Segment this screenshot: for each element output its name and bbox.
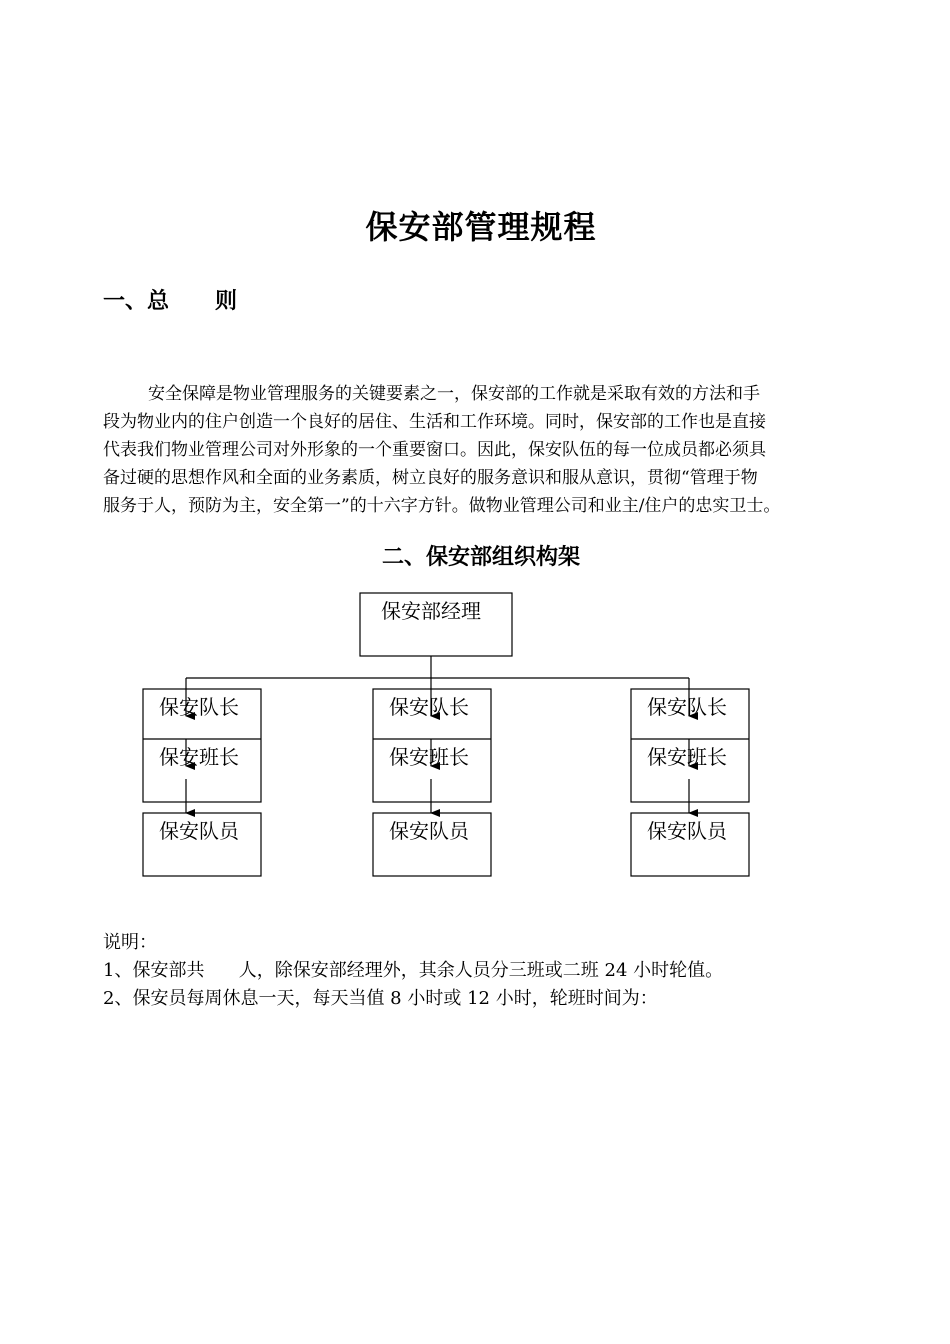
note-item: 2、保安员每周休息一天，每天当值 8 小时或 12 小时，轮班时间为：	[103, 988, 658, 1009]
captain-label: 保安队长	[159, 695, 239, 719]
page-title: 保安部管理规程	[365, 208, 597, 246]
intro-line: 安全保障是物业管理服务的关键要素之一，保安部的工作就是采取有效的方法和手	[148, 384, 760, 404]
captain-label: 保安队长	[389, 695, 469, 719]
notes-section	[103, 929, 723, 1013]
captain-box	[143, 689, 261, 802]
captain-box	[631, 689, 749, 802]
intro-line: 段为物业内的住户创造一个良好的居住、生活和工作环境。同时，保安部的工作也是直接	[103, 412, 766, 432]
squad-leader-label: 保安班长	[389, 745, 469, 769]
member-box	[631, 813, 749, 876]
manager-label: 保安部经理	[381, 599, 481, 623]
note-item: 1、保安部共 人，除保安部经理外，其余人员分三班或二班 24 小时轮值。	[103, 960, 724, 981]
member-label: 保安队员	[159, 819, 239, 843]
squad-leader-label: 保安班长	[647, 745, 727, 769]
member-label: 保安队员	[647, 819, 727, 843]
intro-line: 备过硬的思想作风和全面的业务素质，树立良好的服务意识和服从意识，贯彻“管理于物	[103, 468, 758, 488]
captain-box	[373, 689, 491, 802]
squad-leader-label: 保安班长	[159, 745, 239, 769]
notes-heading: 说明：	[103, 932, 157, 953]
intro-line: 服务于人，预防为主，安全第一”的十六字方针。做物业管理公司和业主/住户的忠实卫士。	[103, 496, 781, 516]
member-label: 保安队员	[389, 819, 469, 843]
intro-paragraph	[103, 380, 873, 520]
section-heading-general: 一、总 则	[103, 288, 237, 314]
section-heading-org-structure: 二、保安部组织构架	[381, 544, 580, 570]
manager-box	[360, 593, 512, 656]
member-box	[143, 813, 261, 876]
member-box	[373, 813, 491, 876]
intro-line: 代表我们物业管理公司对外形象的一个重要窗口。因此，保安队伍的每一位成员都必须具	[103, 440, 766, 460]
captain-label: 保安队长	[647, 695, 727, 719]
